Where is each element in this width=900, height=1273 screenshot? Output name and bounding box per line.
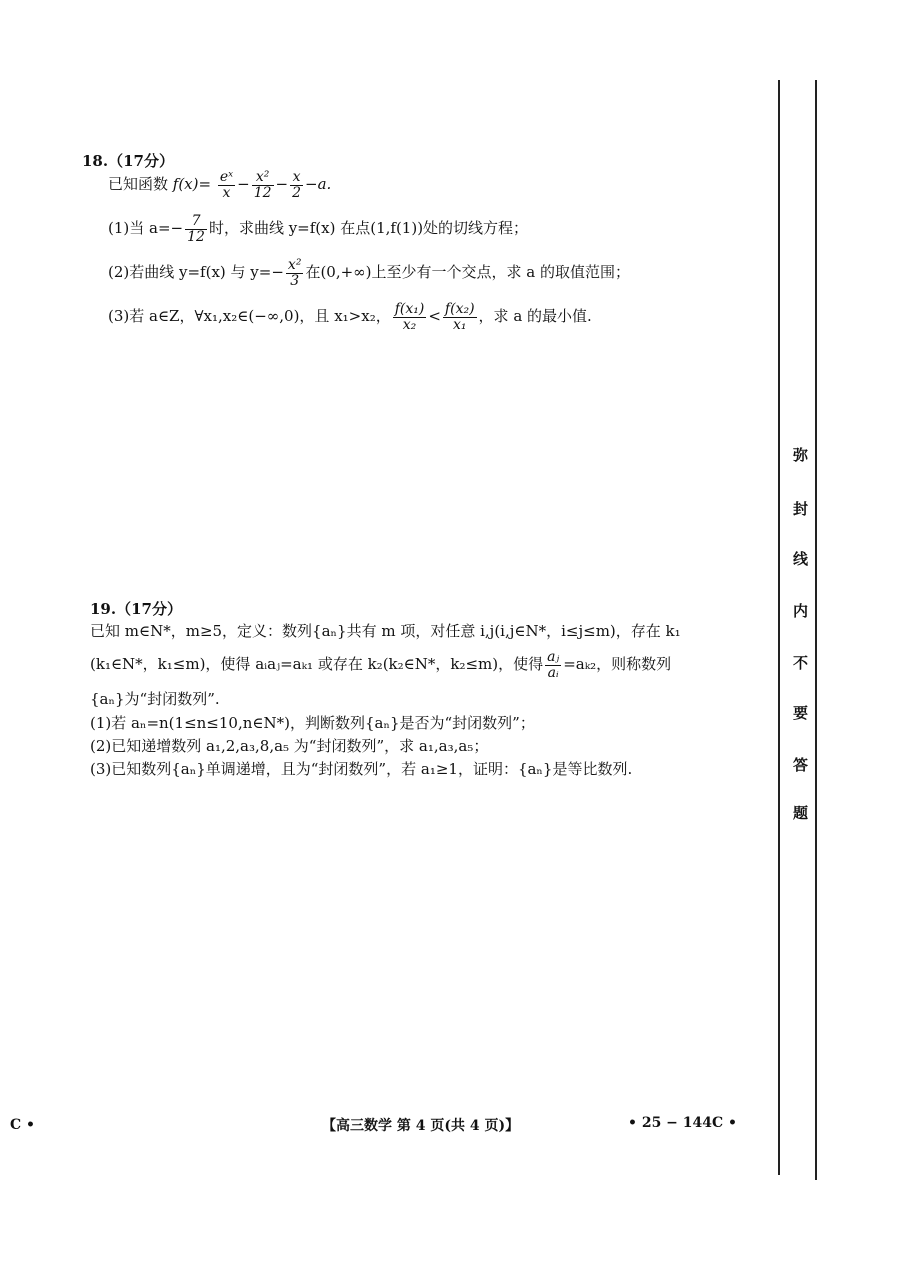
q19-line-3: {aₙ}为“封闭数列”. [90,690,220,708]
q19-line-2-fraction [545,650,561,680]
footer-center: 【高三数学 第 4 页(共 4 页)】 [322,1118,520,1134]
q18-part-2-suffix: 在(0,+∞)上至少有一个交点，求 a 的取值范围； [305,263,630,282]
q19-line-2-num: aⱼ [547,649,560,665]
q18-intro-fx: f(x)= [172,175,212,194]
q18-part-3-left-fraction [393,302,427,332]
seal-char-5: 不 [793,654,809,672]
q19-part-1: (1)若 aₙ=n(1≤n≤10,n∈N*)，判断数列{aₙ}是否为“封闭数列”； [90,714,535,732]
q18-fraction-1 [218,170,235,200]
q19-line-2 [90,650,671,680]
q18-part-3-right-num: f(x₂) [444,301,475,317]
q18-part-3-left-num: f(x₁) [394,301,425,317]
q18-part-3-right-fraction [443,302,477,332]
seal-margin-line-right [815,80,817,1180]
q18-part-2-num: x² [287,257,302,273]
q18-part-1-den: 12 [187,228,205,245]
q19-line-2-den: aᵢ [547,664,559,681]
q19-part-3: (3)已知数列{aₙ}单调递增，且为“封闭数列”，若 a₁≥1，证明：{aₙ}是等比数列. [90,760,633,778]
seal-char-1: 弥 [793,446,809,464]
seal-char-7: 答 [793,756,809,774]
seal-char-3: 线 [793,550,809,568]
q18-fraction-2-num: x² [252,170,274,186]
q18-part-1 [108,214,528,244]
q18-part-3-prefix: (3)若 a∈Z，∀x₁,x₂∈(−∞,0)，且 x₁>x₂， [108,307,391,326]
q19-line-1: 已知 m∈N*，m≥5，定义：数列{aₙ}共有 m 项，对任意 i,j(i,j∈N*，i≤j≤m)，存在 k₁ [90,622,681,640]
q18-part-2-den: 3 [290,272,300,289]
seal-margin-line-left [778,80,780,1175]
q19-title: 19.（17分） [90,600,182,618]
q18-fraction-2 [252,170,274,200]
footer-right: • 25 − 144C • [628,1115,737,1131]
q18-part-2 [108,258,630,288]
q18-fraction-1-den: x [222,184,231,201]
q18-part-1-prefix: (1)当 a=− [108,219,184,238]
q18-part-3-suffix: ，求 a 的最小值. [478,307,592,326]
q18-part-1-suffix: 时，求曲线 y=f(x) 在点(1,f(1))处的切线方程； [208,219,529,238]
q18-part-1-num: 7 [185,214,207,230]
q18-fraction-2-den: 12 [253,184,272,201]
q19-part-2: (2)已知递增数列 a₁,2,a₃,8,a₅ 为“封闭数列”，求 a₁,a₃,a₅； [90,737,489,755]
q18-fraction-3-den: 2 [292,184,302,201]
q18-part-1-fraction [185,214,207,244]
q18-fraction-3 [290,170,303,200]
q18-intro: 已知函数 f(x)= $\frac{\text{eˣ}}{x}$ − $\frac{\text{x²}}{12}$ − $\frac{x}{2}$ −a. [108,169,332,201]
seal-char-2: 封 [793,500,809,518]
q19-line-2-prefix: (k₁∈N*，k₁≤m)，使得 aᵢaⱼ=aₖ₁ 或存在 k₂(k₂∈N*，k₂≤m)，使得 [90,655,544,674]
seal-char-4: 内 [793,602,809,620]
q18-part-2-fraction [286,258,304,288]
q18-intro-tail: −a. [305,175,332,194]
q18-fraction-1-num: eˣ [219,169,234,185]
q18-part-3 [108,302,592,332]
q18-title: 18.（17分） [82,152,174,170]
q18-part-2-prefix: (2)若曲线 y=f(x) 与 y=− [108,263,284,282]
footer-left: C • [10,1117,35,1133]
q18-part-3-mid: < [428,307,441,326]
q18-part-3-right-den: x₁ [452,316,467,333]
q19-line-2-suffix: =aₖ₂，则称数列 [563,655,672,674]
q18-fraction-3-num: x [290,170,303,186]
q18-part-3-left-den: x₂ [402,316,417,333]
seal-char-6: 要 [793,704,809,722]
q18-intro-prefix: 已知函数 [108,175,173,194]
seal-char-8: 题 [793,804,809,822]
